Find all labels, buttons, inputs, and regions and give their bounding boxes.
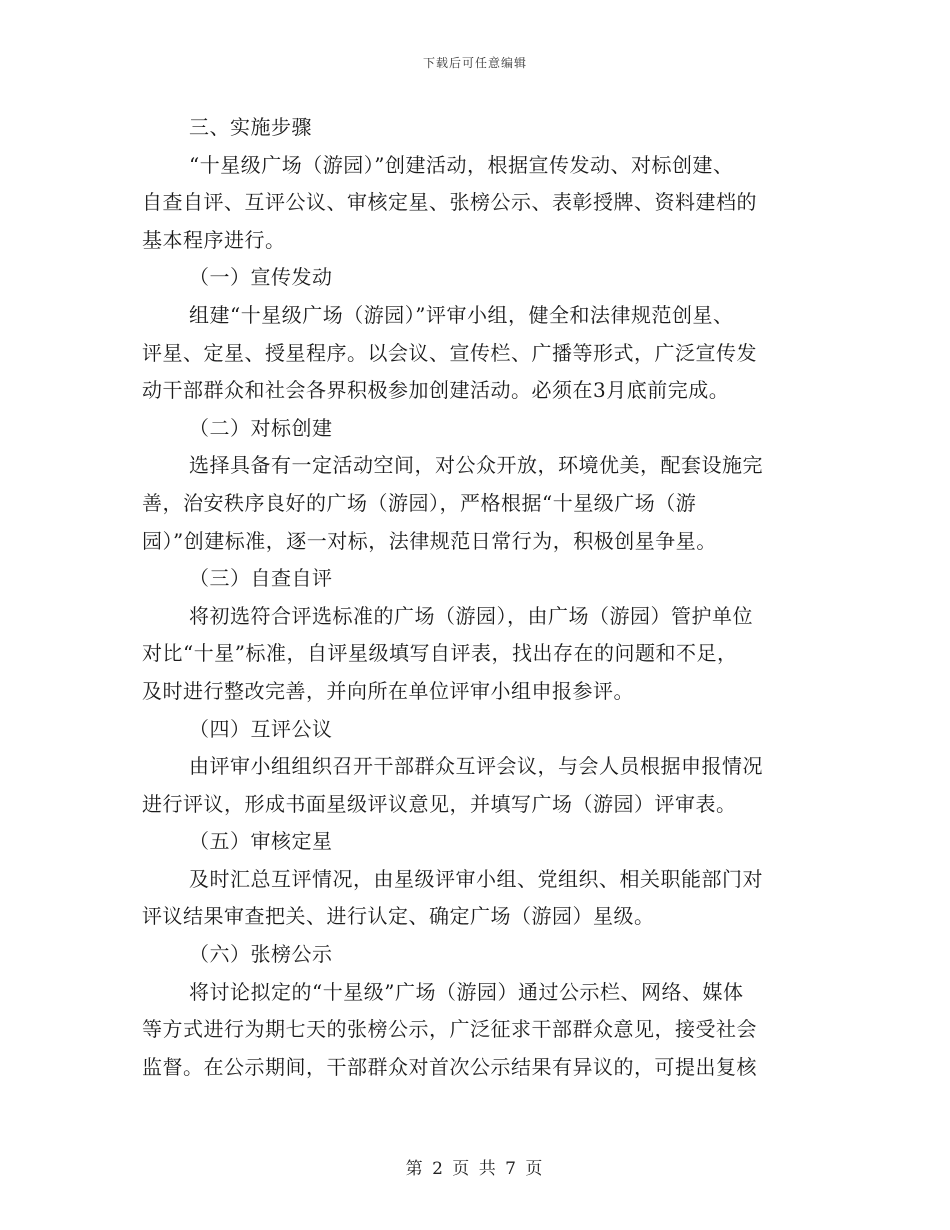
header-note: 下载后可任意编辑 xyxy=(422,56,527,70)
text-line: 评星、定星、授星程序。以会议、宣传栏、广播等形式，广泛宣传发 xyxy=(142,340,757,365)
text-line: 将初选符合评选标准的广场（游园），由广场（游园）管护单位 xyxy=(189,603,753,628)
text-line: 园）”创建标准，逐一对标，法律规范日常行为，积极创星争星。 xyxy=(142,528,717,553)
text-line: 动干部群众和社会各界积极参加创建活动。必须在3月底前完成。 xyxy=(142,378,730,403)
text-line: 组建“十星级广场（游园）”评审小组，健全和法律规范创星、 xyxy=(189,302,734,327)
text-line: 基本程序进行。 xyxy=(142,227,286,252)
text-line: 将讨论拟定的“十星级”广场（游园）通过公示栏、网络、媒体 xyxy=(189,979,744,1004)
text-line: （二）对标创建 xyxy=(189,415,333,440)
text-line: 及时进行整改完善，并向所在单位评审小组申报参评。 xyxy=(142,678,634,703)
text-line: 评议结果审查把关、进行认定、确定广场（游园）星级。 xyxy=(142,904,655,929)
text-line: 进行评议，形成书面星级评议意见，并填写广场（游园）评审表。 xyxy=(142,791,737,816)
text-line: 善，治安秩序良好的广场（游园），严格根据“十星级广场（游 xyxy=(142,490,697,515)
text-line: 由评审小组组织召开干部群众互评会议，与会人员根据申报情况 xyxy=(189,754,763,779)
text-line: “十星级广场（游园）”创建活动，根据宣传发动、对标创建、 xyxy=(189,152,734,177)
document-body xyxy=(142,109,802,1086)
text-line: （三）自查自评 xyxy=(189,566,333,591)
text-line: 选择具备有一定活动空间，对公众开放，环境优美，配套设施完 xyxy=(189,453,763,478)
text-line: 监督。在公示期间，干部群众对首次公示结果有异议的，可提出复核 xyxy=(142,1054,757,1079)
text-line: 三、实施步骤 xyxy=(189,115,312,139)
page-footer: 第 2 页 共 7 页 xyxy=(405,1159,545,1179)
text-line: （四）互评公议 xyxy=(189,716,333,741)
text-line: （五）审核定星 xyxy=(189,829,333,854)
text-line: 及时汇总互评情况，由星级评审小组、党组织、相关职能部门对 xyxy=(189,866,763,891)
text-line: 对比“十星”标准，自评星级填写自评表，找出存在的问题和不足， xyxy=(142,641,738,666)
text-line: 等方式进行为期七天的张榜公示，广泛征求干部群众意见，接受社会 xyxy=(142,1017,757,1042)
text-line: （一）宣传发动 xyxy=(189,265,333,290)
text-line: （六）张榜公示 xyxy=(189,942,333,967)
text-line: 自查自评、互评公议、审核定星、张榜公示、表彰授牌、资料建档的 xyxy=(142,190,757,215)
